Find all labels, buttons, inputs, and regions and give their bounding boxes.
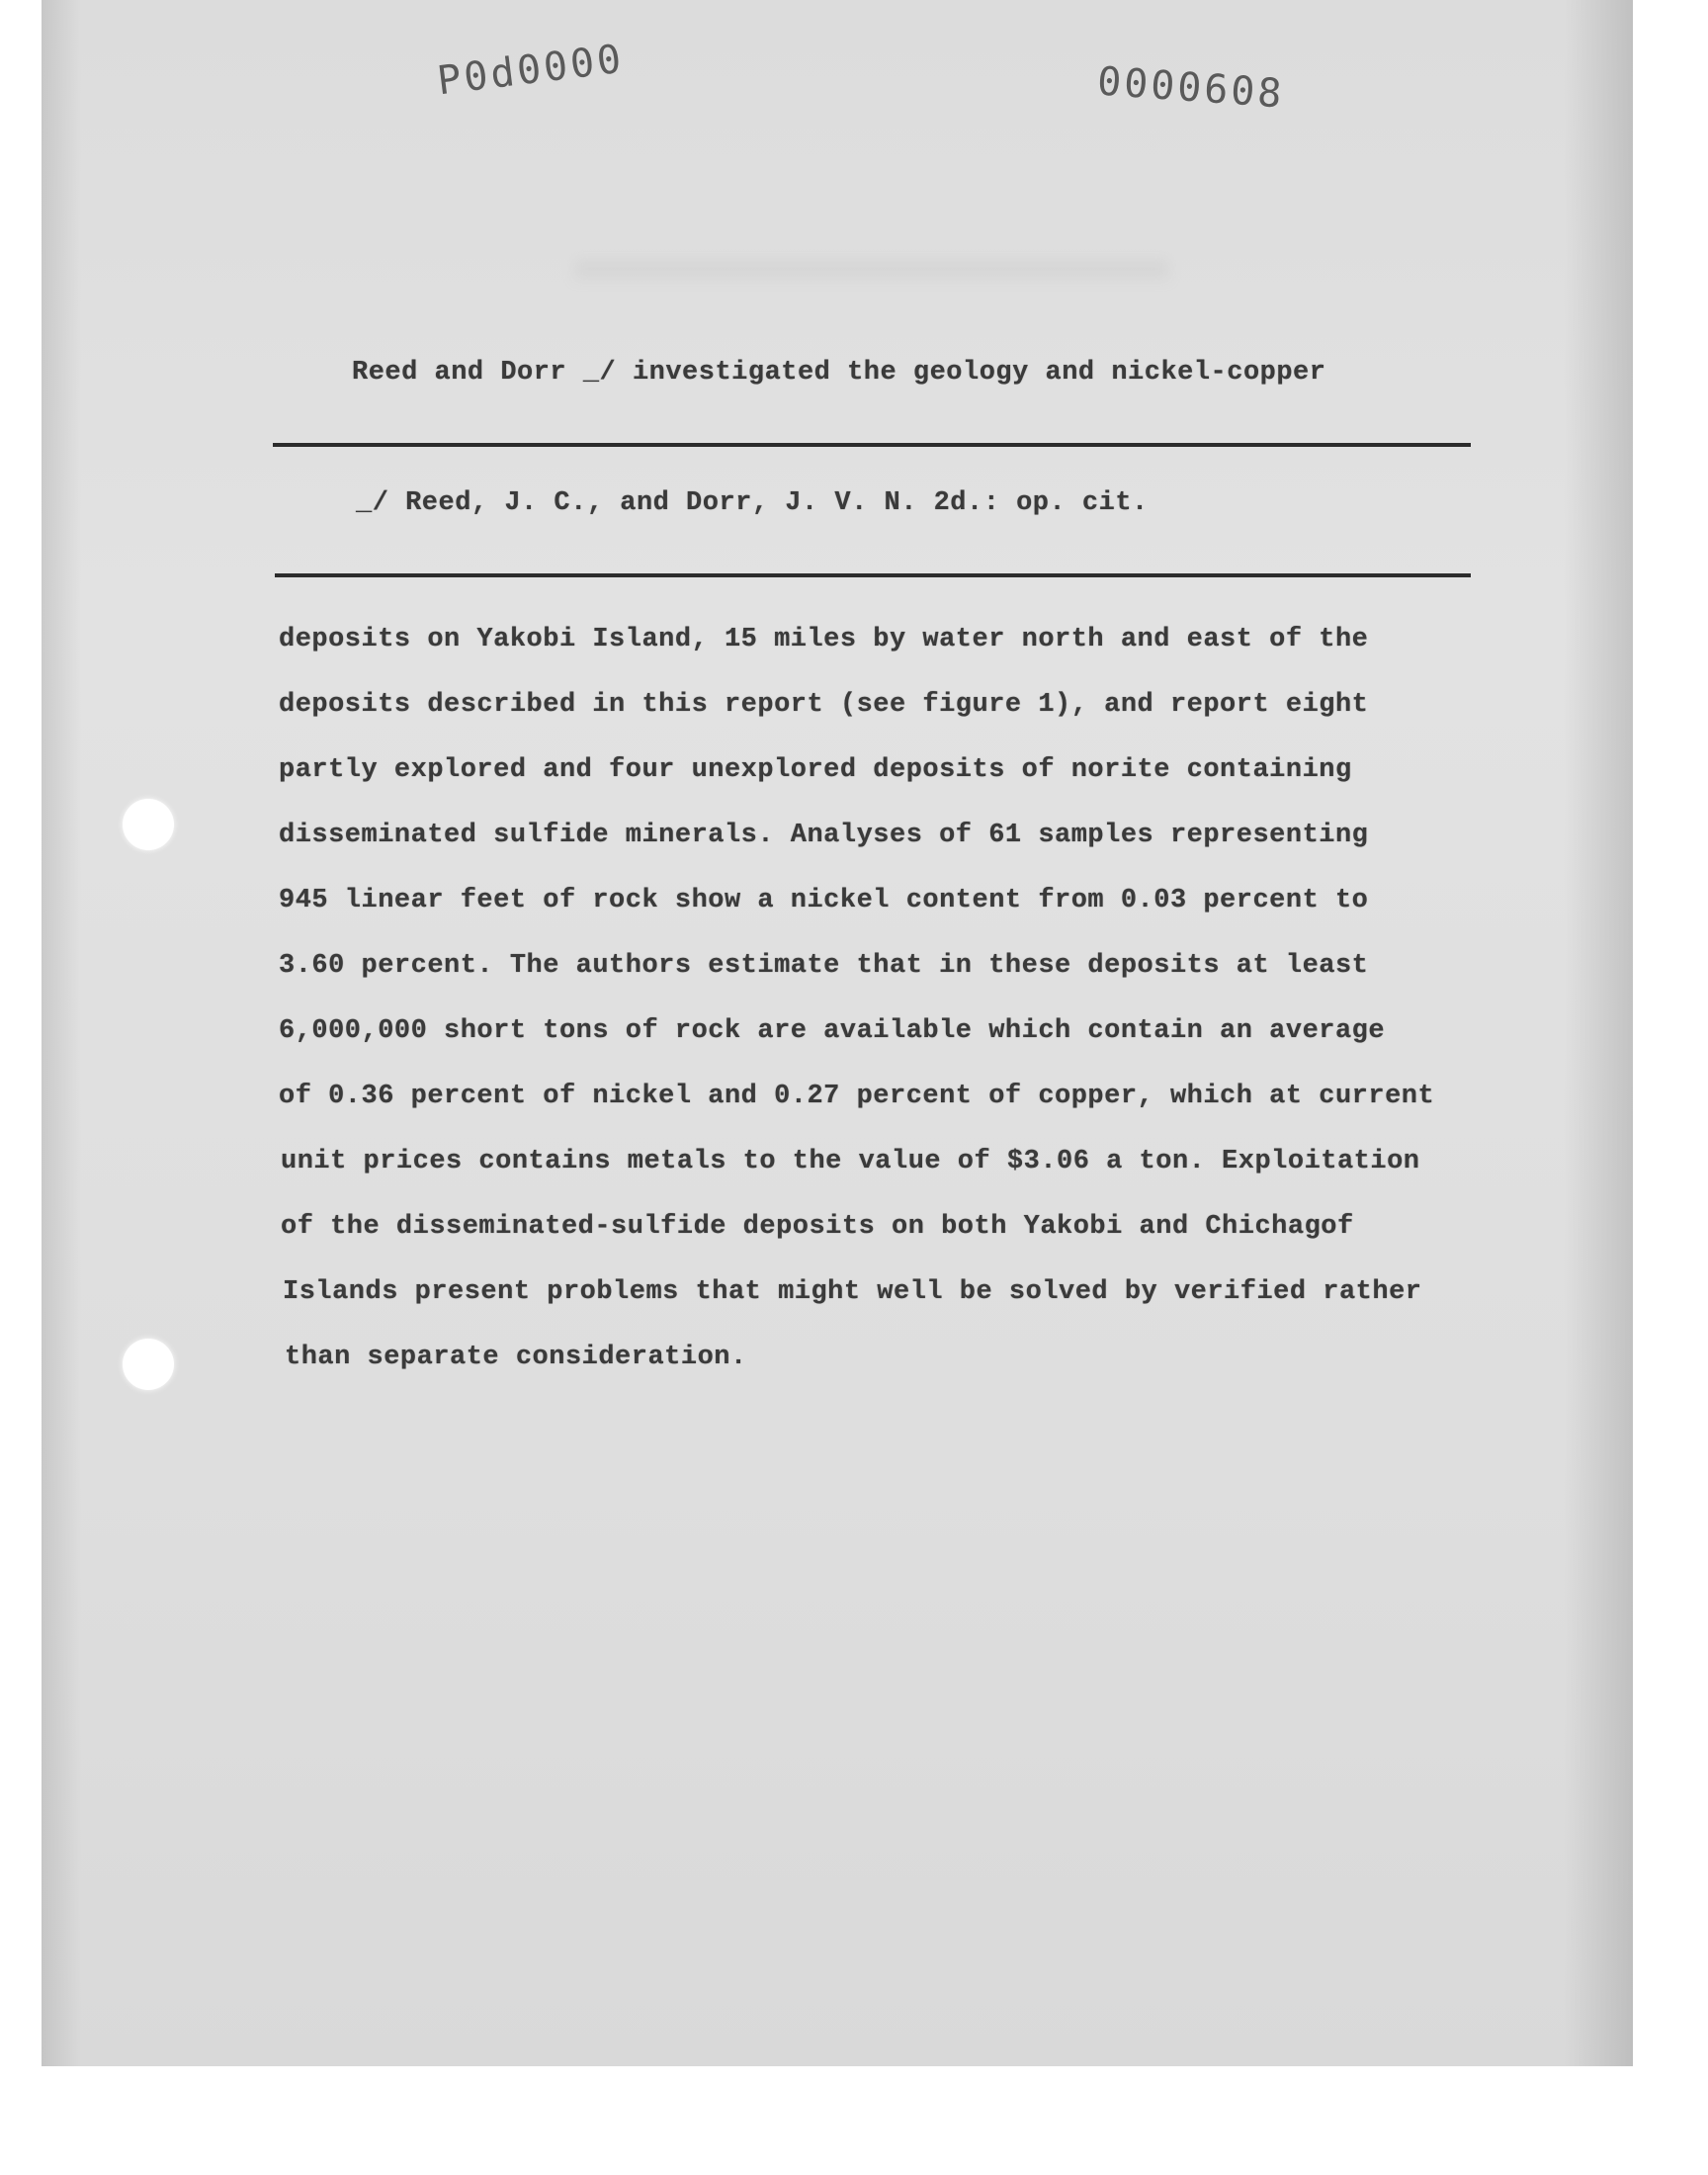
bleed-through-ghost [575, 259, 1168, 279]
body-line: than separate consideration. [285, 1343, 747, 1372]
intro-before-mark: Reed and Dorr [352, 358, 567, 388]
body-line: Islands present problems that might well be solved by verified rather [283, 1277, 1422, 1307]
binder-hole-upper [123, 799, 174, 850]
body-line: 3.60 percent. The authors estimate that in these deposits at least [279, 951, 1369, 981]
body-line: unit prices contains metals to the value of $3.06 a ton. Exploitation [281, 1147, 1420, 1176]
intro-line [352, 358, 1325, 388]
body-line: of the disseminated-sulfide deposits on both Yakobi and Chichagof [281, 1212, 1354, 1242]
body-line: partly explored and four unexplored deposits of norite containing [279, 755, 1352, 785]
body-line: 6,000,000 short tons of rock are available which contain an average [279, 1016, 1386, 1046]
stamp-number-left: P0d0000 [434, 36, 627, 105]
stamp-number-right: 0000608 [1095, 58, 1286, 118]
footnote-mark: _/ [356, 488, 389, 518]
page-shadow-left [42, 0, 81, 2066]
document-page [42, 0, 1633, 2066]
binder-hole-lower [123, 1339, 174, 1390]
body-line: disseminated sulfide minerals. Analyses of 61 samples representing [279, 821, 1369, 850]
footnote [356, 488, 1149, 518]
footnote-rule-bottom [275, 573, 1471, 577]
body-line: 945 linear feet of rock show a nickel content from 0.03 percent to [279, 886, 1369, 915]
body-line: deposits on Yakobi Island, 15 miles by water north and east of the [279, 625, 1369, 654]
page-shadow-right [1564, 0, 1633, 2066]
body-line: of 0.36 percent of nickel and 0.27 percent of copper, which at current [279, 1082, 1435, 1111]
body-line: deposits described in this report (see figure 1), and report eight [279, 690, 1369, 720]
footnote-text: Reed, J. C., and Dorr, J. V. N. 2d.: op. cit. [405, 488, 1149, 518]
footnote-rule-top [273, 443, 1471, 447]
intro-after-mark: investigated the geology and nickel-copper [632, 358, 1326, 388]
footnote-reference-mark: _/ [582, 358, 617, 388]
